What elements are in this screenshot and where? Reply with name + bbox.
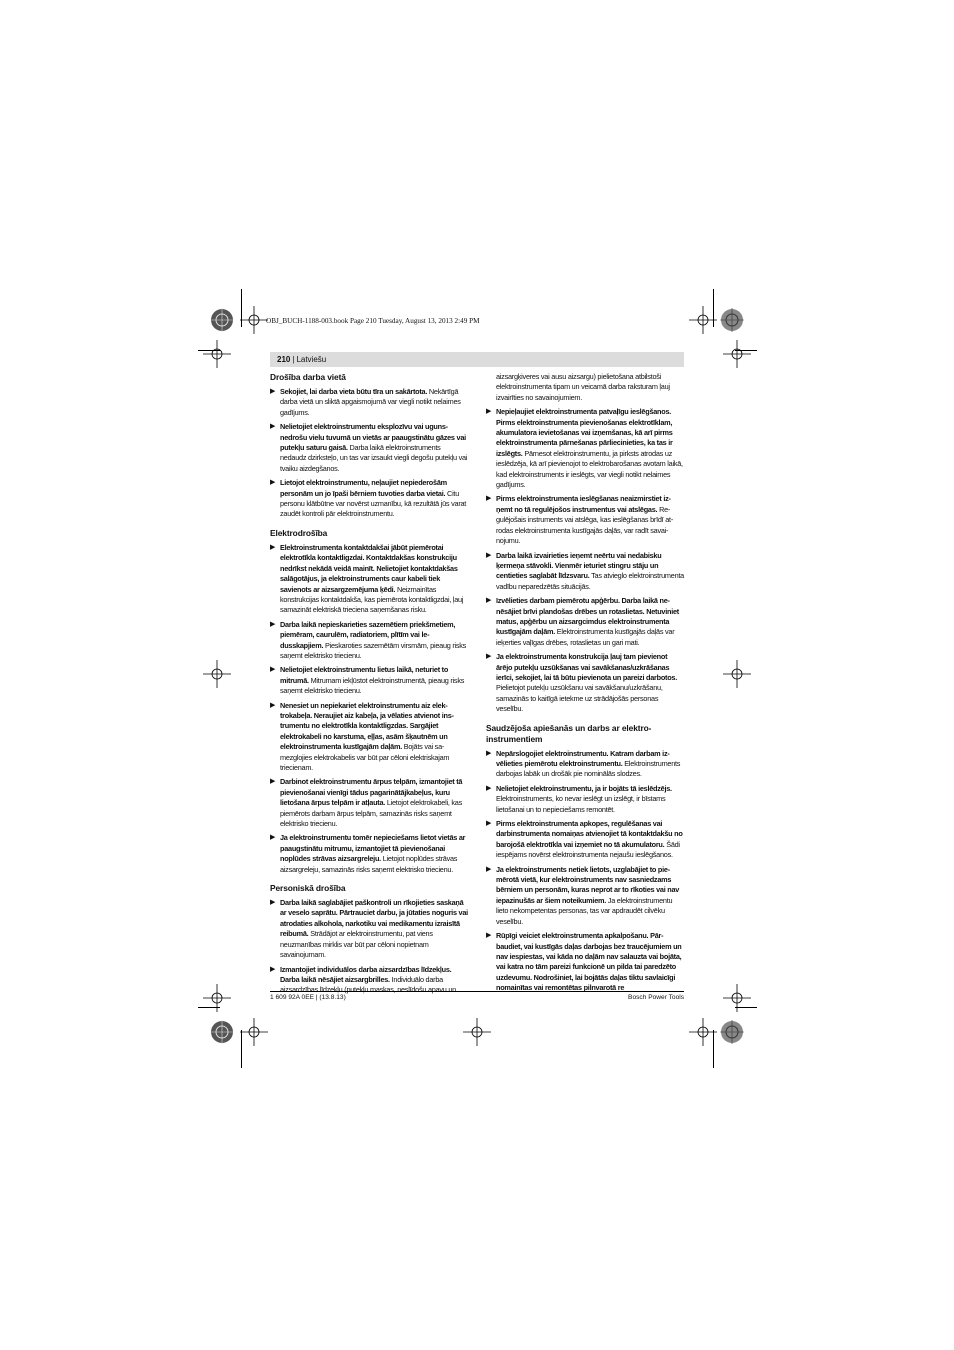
bullet-arrow-icon: ▶	[270, 666, 276, 674]
crosshair-bottom-center	[463, 1018, 491, 1046]
section-title: Drošība darba vietā	[270, 372, 346, 382]
instruction-emphasis: Nepieļaujiet elektroinstrumenta patvaļīgu ieslēgšanos. Pirms elektroinstrumenta pievienošanas elektrotīklam, akumulatora ievietošanas vai izņemšanas, kā arī pirms elektroinstrumenta pārnešanas pārliecinieties, ka tas ir izslēgts.	[496, 407, 673, 458]
bullet-arrow-icon: ▶	[486, 932, 492, 940]
bullet-arrow-icon: ▶	[486, 820, 492, 828]
instruction-emphasis: Ja elektroinstrumenta konstrukcija ļauj tam pievienot ārējo putekļu uzsūkšanas vai savākšanas/uzkrāšanas ierīci, sekojiet, lai tā būtu pievienota un pareizi darbotos.	[496, 652, 678, 682]
instruction-text: Pielietojot putekļu uzsūkšanu vai savākšanu/uzkrāšanu, samazinās to kaitīgā ietekme uz strādājošās personas veselību.	[496, 683, 663, 714]
bullet-arrow-icon: ▶	[270, 965, 276, 973]
instruction-text: Bojāts vai samezglojies elektrokabelis var būt par cēloni elektriskajam triecienam.	[280, 742, 450, 772]
crosshair-top-right-outer	[723, 340, 751, 368]
instruction-emphasis: Darbinot elektroinstrumentu ārpus telpām, izmantojiet tā pievienošanai vienīgi tādus pagarinātājkabeļus, kuru lietošana ārpus telpām ir atļauta.	[280, 777, 463, 808]
bullet-arrow-icon: ▶	[270, 479, 276, 487]
bullet-arrow-icon: ▶	[270, 423, 276, 431]
section-title: Elektrodrošība	[270, 527, 328, 538]
safety-instruction	[486, 494, 684, 546]
registration-mark-bottom-left	[208, 1018, 236, 1046]
paragraph-continuation: aizsargķiveres vai ausu aizsargu) pielietošana atbilstoši elektroinstrumenta tipam un veicamā darba raksturam ļauj izvairīties no savainojumiem.	[496, 372, 670, 402]
safety-instruction	[486, 865, 684, 927]
instruction-text: Elektroinstruments darbojas labāk un drošāk pie nominālās slodzes.	[496, 759, 681, 779]
instruction-emphasis: Darba laikā saglabājiet paškontroli un rīkojieties saskaņā ar veselo saprātu. Pārtrauciet darbu, ja jūtaties noguris vai atrodaties alkohola, narkotiku vai medikamentu izraisītā reibumā.	[280, 898, 468, 939]
crop-line-right-bottom-horizontal	[735, 1007, 757, 1008]
instruction-text: Elektroinstruments, ko nevar ieslēgt un izslēgt, ir bīstams lietošanai un to nepieciešams remontēt.	[496, 794, 666, 814]
safety-instruction	[486, 551, 684, 593]
instruction-emphasis: Ja elektroinstruments netiek lietots, uzglabājiet to piemērotā vietā, kur elektroinstruments nav sasniedzams bērniem un personām, kuras neprot ar to rīkoties vai nav iepazinušās ar šiem noteikumiem.	[496, 864, 680, 905]
safety-instruction	[486, 407, 684, 490]
section-title: Personiskā drošība	[270, 883, 346, 894]
safety-instruction	[270, 701, 468, 774]
bullet-arrow-icon: ▶	[486, 551, 492, 559]
instruction-text: Citu personu klātbūtne var novērst uzmanību, kā rezultātā jūs varat zaudēt kontroli pār elektroinstrumentu.	[280, 488, 467, 519]
bullet-arrow-icon: ▶	[486, 865, 492, 873]
right-column	[486, 372, 684, 998]
crosshair-bottom-left-outer	[203, 984, 231, 1012]
footer-brand: Bosch Power Tools	[628, 994, 684, 1001]
safety-instruction	[486, 749, 684, 780]
instruction-emphasis: Elektroinstrumenta kontaktdakšai jābūt piemērotai elektrotīkla kontaktligzdai. Kontaktdakšas konstrukciju nedrīkst nekādā veidā mainīt. Nelietojiet kontaktdakšas salāgotājus, ja elektroinstruments caur kabeli tiek savienots ar aizsargzemējuma ķēdi.	[280, 542, 458, 594]
page-number-separator: |	[292, 355, 295, 364]
instruction-emphasis: Pirms elektroinstrumenta ieslēgšanas neaizmirstiet izņemt no tā regulējošos instrumentus vai atslēgas.	[496, 494, 671, 514]
instruction-emphasis: Nelietojiet elektroinstrumentu lietus laikā, neturiet to mitrumā.	[280, 665, 449, 685]
page-number-value: 210	[277, 355, 291, 364]
instruction-emphasis: Nepārslogojiet elektroinstrumentu. Katram darbam izvēlieties piemērotu elektroinstrumentu.	[496, 748, 670, 768]
bullet-arrow-icon: ▶	[486, 408, 492, 416]
instruction-text: Regulējošais instruments vai atslēga, kas ieslēgšanas brīdī atrodas elektroinstrumenta kustīgajās daļās, var radīt savainojumu.	[496, 504, 674, 546]
instruction-emphasis: Nelietojiet elektroinstrumentu, ja ir bojāts tā ieslēdzējs.	[496, 783, 672, 793]
safety-instruction	[270, 620, 468, 662]
safety-instruction	[270, 777, 468, 829]
crosshair-middle-right	[723, 660, 751, 688]
instruction-text: Pieskaroties sazemētām virsmām, pieaug risks saņemt elektrisko triecienu.	[280, 640, 467, 660]
safety-instruction	[270, 665, 468, 696]
instruction-emphasis: Nelietojiet elektroinstrumentu eksplozīvu vai ugunsnedrošu vielu tuvumā un vietās ar paaugstinātu gāzes vai putekļu saturu gaisā.	[280, 422, 466, 453]
instruction-emphasis: Nenesiet un nepiekariet elektroinstrumentu aiz elektrokabeļa. Neraujiet aiz kabeļa, ja vēlaties atvienot instrumentu no elektrotīkla kontaktligzdas. Sargājiet elektrokabeli no karstuma, eļļas, asām šķautnēm un elektroinstrumenta kustīgajām daļām.	[280, 700, 454, 752]
bullet-arrow-icon: ▶	[270, 778, 276, 786]
safety-instruction	[270, 833, 468, 875]
safety-instruction	[486, 596, 684, 648]
safety-instruction	[270, 387, 468, 418]
registration-mark-top-right	[718, 306, 746, 334]
instruction-text: Elektroinstrumenta kustīgajās daļās var ieķerties vaļīgas drēbes, rotaslietas un gari mati.	[496, 627, 675, 647]
registration-mark-top-left	[208, 306, 236, 334]
crosshair-middle-left	[203, 660, 231, 688]
safety-instruction	[486, 931, 684, 993]
safety-instruction	[486, 784, 684, 815]
registration-mark-bottom-right	[718, 1018, 746, 1046]
instruction-text: Neizmainītas konstrukcijas kontaktdakša, kas piemērota kontaktligzdai, ļauj samazināt elektriskā trieciena saņemšanas risku.	[280, 584, 464, 615]
instruction-emphasis: Rūpīgi veiciet elektroinstrumenta apkalpošanu. Pārbaudiet, vai kustīgās daļas darbojas bez traucējumiem un nav iespiestas, vai kāda no daļām nav salauzta vai bojāta, vai katra no tām pareizi funkcionē un pilda tai paredzēto uzdevumu. Nodrošiniet, lai bojātās daļas tiktu savlaicīgi nomainītas vai remontētas pilnvarotā re	[496, 931, 682, 993]
crosshair-bottom-right-outer	[723, 984, 751, 1012]
crop-line-left-bottom-horizontal	[198, 1007, 220, 1008]
safety-instruction	[486, 652, 684, 714]
safety-instruction	[486, 819, 684, 861]
bullet-arrow-icon: ▶	[270, 834, 276, 842]
safety-instruction	[270, 543, 468, 616]
bullet-arrow-icon: ▶	[270, 620, 276, 628]
crosshair-bottom-left-inner	[240, 1018, 268, 1046]
instruction-text: Šādi iespējams novērst elektroinstrumenta nejaušu ieslēgšanos.	[496, 839, 680, 860]
safety-instruction	[270, 478, 468, 520]
crosshair-top-left-inner	[240, 306, 268, 334]
instruction-emphasis: Darba laikā izvairieties ieņemt neērtu vai nedabisku ķermeņa stāvokli. Vienmēr ieturiet stingru stāju un centieties saglabāt līdzsvaru.	[496, 550, 662, 581]
footer-document-code: 1 609 92A 0EE | (13.8.13)	[270, 994, 346, 1001]
instruction-emphasis: Izmantojiet individuālos darba aizsardzības līdzekļus. Darba laikā nēsājiet aizsargbrilles.	[280, 964, 452, 984]
page-header-bar	[270, 352, 684, 367]
crop-line-bottom-left-vertical	[241, 1030, 242, 1068]
bullet-arrow-icon: ▶	[270, 388, 276, 395]
instruction-text: Darba laikā elektroinstruments nedaudz dzirksteļo, un tas var izsaukt viegli degošu putekļu vai tvaiku aizdegšanos.	[280, 443, 468, 473]
crop-line-bottom-right-vertical	[713, 1030, 714, 1068]
bullet-arrow-icon: ▶	[270, 701, 276, 709]
section-title: Saudzējoša apiešanās un darbs ar elektroinstrumentiem	[486, 722, 652, 744]
page-number	[277, 352, 326, 367]
instruction-emphasis: Pirms elektroinstrumenta apkopes, regulēšanas vai darbinstrumenta nomaiņas atvienojiet tā kontaktdakšu no barojošā elektrotīkla vai izņemiet no tā akumulatoru.	[496, 819, 683, 849]
instruction-text: Nekārtīgā darba vietā un sliktā apgaismojumā var viegli notikt nelaimes gadījums.	[280, 387, 461, 417]
instruction-emphasis: Izvēlieties darbam piemērotu apģērbu. Darba laikā nenēsājiet brīvi plandošas drēbes un rotaslietas. Netuviniet matus, apģērbu un aizsargcimdus elektroinstrumenta kustīgajām daļām.	[496, 596, 679, 637]
bullet-arrow-icon: ▶	[486, 495, 492, 503]
page-language: Latviešu	[296, 355, 327, 364]
safety-instruction	[270, 422, 468, 474]
crop-line-right-top-horizontal	[735, 350, 757, 351]
footer-rule	[270, 991, 684, 992]
left-column	[270, 372, 468, 1000]
instruction-emphasis: Darba laikā nepieskarieties sazemētiem priekšmetiem, piemēram, caurulēm, radiatoriem, plītīm vai ledusskapjiem.	[280, 619, 456, 650]
bullet-arrow-icon: ▶	[486, 597, 492, 605]
crop-line-top-right-vertical	[713, 289, 714, 327]
instruction-text: Tas atvieglo elektroinstrumenta vadību neparedzētās situācijās.	[496, 571, 684, 591]
instruction-text: Individuālo darba aizsardzības līdzekļu (putekļu maskas, neslīdošu apavu un	[280, 974, 456, 995]
instruction-emphasis: Ja elektroinstrumentu tomēr nepieciešams lietot vietās ar paaugstinātu mitrumu, izmantojiet tā pievienošanai noplūdes strāvas aizsargreleju.	[280, 833, 466, 864]
print-header: OBJ_BUCH-1188-003.book Page 210 Tuesday, August 13, 2013 2:49 PM	[266, 317, 480, 325]
instruction-text: Pārnesot elektroinstrumentu, ja pirksts atrodas uz ieslēdzēja, kā arī pievienojot to elektrobarošanas avotam laikā, kad elektroinstruments ir ieslēgts, var viegli notikt nelaimes gadījums.	[496, 448, 683, 490]
crop-line-left-top-horizontal	[198, 350, 220, 351]
bullet-arrow-icon: ▶	[486, 653, 492, 661]
bullet-arrow-icon: ▶	[486, 749, 492, 757]
safety-instruction	[270, 898, 468, 960]
instruction-emphasis: Sekojiet, lai darba vieta būtu tīra un sakārtota.	[280, 387, 428, 396]
bullet-arrow-icon: ▶	[270, 899, 276, 907]
crosshair-top-left-outer	[203, 340, 231, 368]
instruction-text: Strādājot ar elektroinstrumentu, pat viens neuzmanības mirklis var būt par cēloni nopietnam savainojumam.	[280, 929, 433, 960]
instruction-text: Lietojot noplūdes strāvas aizsargreleju, samazinās risks saņemt elektrisko triecienu.	[280, 854, 458, 874]
bullet-arrow-icon: ▶	[486, 784, 492, 792]
instruction-text: Ja elektroinstrumentu lieto nekompetentas personas, tas var apdraudēt cilvēku veselību.	[496, 895, 673, 926]
instruction-emphasis: Lietojot elektroinstrumentu, neļaujiet nepiederošām personām un jo īpaši bērniem tuvoties darba vietai.	[280, 478, 447, 498]
instruction-text: Mitrumam iekļūstot elektroinstrumentā, pieaug risks saņemt elektrisko triecienu.	[280, 675, 465, 696]
bullet-arrow-icon: ▶	[270, 543, 276, 551]
instruction-text: Lietojot elektrokabeli, kas piemērots darbam ārpus telpām, samazinās risks saņemt elektrisko triecienu.	[280, 798, 463, 829]
crop-line-top-left-vertical	[241, 289, 242, 327]
